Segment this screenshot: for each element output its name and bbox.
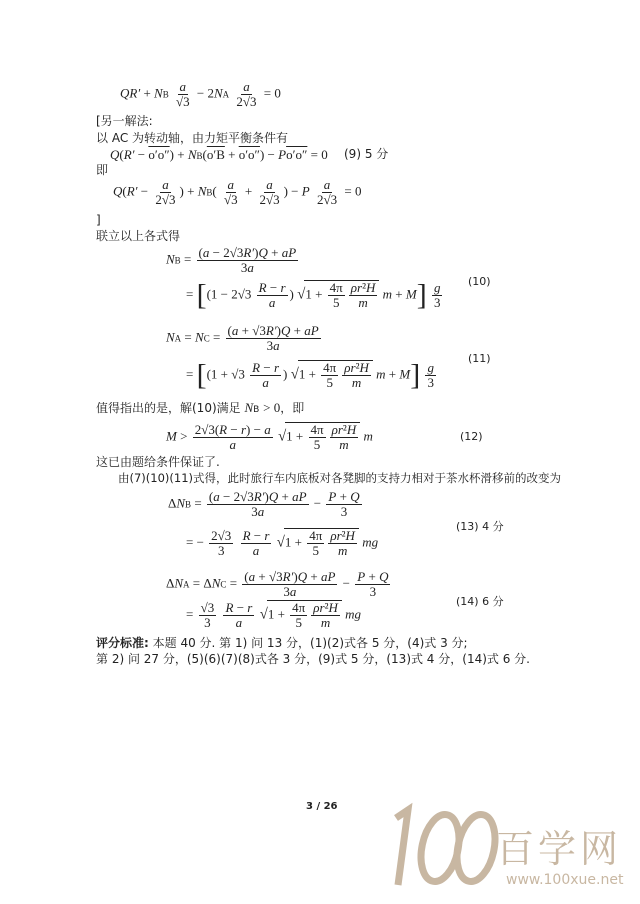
page-number: 3 / 26: [306, 801, 338, 812]
label-12: (12): [460, 430, 483, 443]
label-14: (14) 6 分: [456, 595, 504, 608]
equation-9-expanded: Q(R′ − $\frac{a}{2√3}$ ) + NB( $\frac{a}{√3}$ + $\frac{a}{2√3}$ ) − P $\frac{a}{2√3}$ = 0: [113, 177, 362, 207]
ji-text: 即: [96, 163, 109, 177]
label-13: (13) 4 分: [456, 520, 504, 533]
scoring-line-1: 评分标准: 本题 40 分. 第 1) 问 13 分，(1)(2)式各 5 分，(4)式 3 分;: [96, 636, 468, 650]
equation-delta-na-expanded: = $\frac{√3}{3}$ $\frac{R - r}{a}$ √1 + $\frac{4\pi}{5}$ $\frac{\text{ρr²H}}{m}$ mg: [186, 600, 361, 630]
label-11: (11): [468, 352, 491, 365]
combine-text: 联立以上各式得: [96, 229, 181, 243]
scoring-line-2: 第 2) 问 27 分，(5)(6)(7)(8)式各 3 分，(9)式 5 分，(13)式 4 分，(14)式 6 分.: [96, 652, 530, 666]
alt-method-desc: 以 AC 为转动轴，由力矩平衡条件有: [96, 131, 289, 145]
note-worth: 值得指出的是，解(10)满足 NB > 0，即: [96, 400, 305, 415]
equation-9: Q(R′ − o′o″) + NB(o′B + o′o″) − Po′o″ = 0: [110, 147, 328, 162]
change-intro: 由(7)(10)(11)式得，此时旅行车内底板对各凳脚的支持力相对于茶水杯滑移前的改变为: [118, 471, 561, 485]
equation-12: M > $\frac{2√3(R - r) - a}{a}$ √1 + $\frac{4\pi}{5}$ $\frac{\text{ρr²H}}{m}$ m: [166, 422, 373, 452]
equation-na-expanded: = [(1 + √3 $\frac{R - r}{a}$ ) √1 + $\frac{4\pi}{5}$ $\frac{\text{ρr²H}}{m}$ m + M] $\frac{g}{3}$: [186, 358, 434, 392]
close-bracket: ]: [96, 213, 101, 227]
equation-torque-1: QR′ + NB $\frac{a}{√3}$ − 2NA $\frac{a}{2√3}$ = 0: [120, 79, 281, 109]
equation-delta-nb: ΔNB = $\frac{(a - 2√3R')Q + aP}{3a}$ − $\frac{P + Q}{3}$: [168, 489, 360, 519]
equation-nb: NB = $\frac{(a - 2√3R')Q + aP}{3a}$: [166, 245, 297, 275]
equation-delta-na: ΔNA = ΔNC = $\frac{(a + √3R')Q + aP}{3a}$ − $\frac{P + Q}{3}$: [166, 569, 389, 599]
logo-url[interactable]: www.100xue.net: [506, 872, 624, 888]
alt-method-heading: [另一解法:: [96, 114, 153, 128]
logo-number: [378, 800, 380, 801]
watermark-logo: [378, 800, 633, 895]
guaranteed-text: 这已由题给条件保证了.: [96, 455, 220, 469]
equation-delta-nb-expanded: = − $\frac{2√3}{3}$ $\frac{R - r}{a}$ √1 + $\frac{4\pi}{5}$ $\frac{\text{ρr²H}}{m}$ mg: [186, 528, 379, 558]
eq9-score-label: (9) 5 分: [344, 147, 389, 161]
equation-nb-expanded: = [(1 − 2√3 $\frac{R - r}{a}$ ) √1 + $\frac{4\pi}{5}$ $\frac{\text{ρr²H}}{m}$ m + M] $\frac{g}{3}$: [186, 278, 441, 312]
label-10: (10): [468, 275, 491, 288]
logo-chinese: 百学网: [496, 827, 623, 871]
equation-na: NA = NC = $\frac{(a + √3R')Q + aP}{3a}$: [166, 323, 319, 353]
